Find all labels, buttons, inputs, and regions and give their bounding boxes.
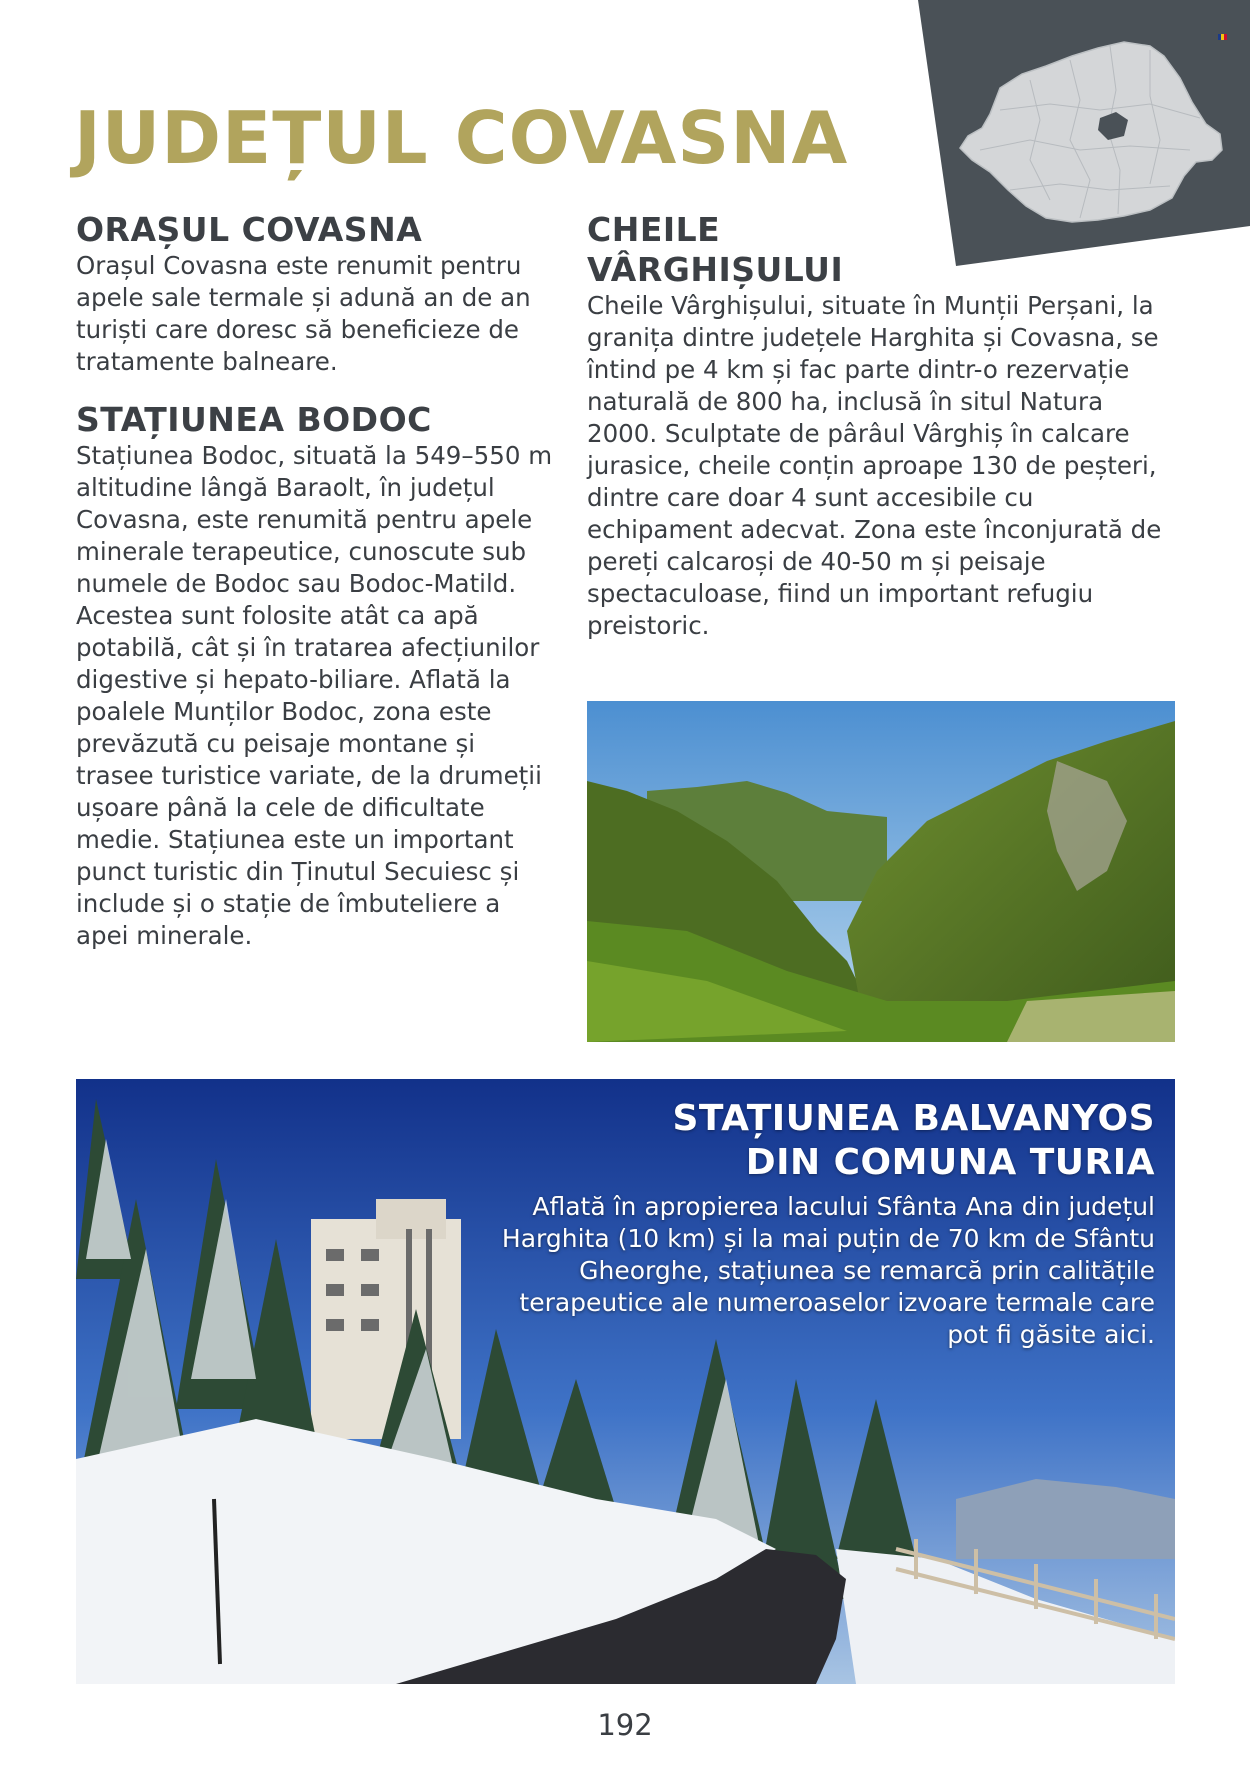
text-cheile-varghisului: Cheile Vârghișului, situate în Munții Perșani, la granița dintre județele Harghita și Covasna, se întind pe 4 km și fac parte dintr-o rezervație naturală de 800 ha, inclusă în situl Natura 2000. Sculptate de pârâul Vârghiș în calcare jurasice, cheile conțin aproape 130 de peșteri, dintre care doar 4 sunt accesibile cu echipament adecvat. Zona este înconjurată de pereți calcaroși de 40-50 m și peisaje spectaculoase, fiind un important refugiu preistoric. [587,291,1162,640]
balvanyos-photo-block [76,1079,1175,1684]
left-column [76,210,556,952]
heading-balvanyos-line2: DIN COMUNA TURIA [745,1142,1155,1183]
heading-statiunea-bodoc: STAȚIUNEA BODOC [76,400,432,439]
text-balvanyos: Aflată în apropierea lacului Sfânta Ana din județul Harghita (10 km) și la mai puțin de 70 km de Sfântu Gheorghe, stațiunea se remarcă prin calitățile terapeutice ale numeroaselor izvoare termale care pot fi găsite aici. [501,1192,1155,1349]
page-title: JUDEȚUL COVASNA [74,96,849,180]
heading-balvanyos-line1: STAȚIUNEA BALVANYOS [672,1098,1155,1139]
text-orasul-covasna: Orașul Covasna este renumit pentru apele sale termale și adună an de an turiști care doresc să beneficieze de tratamente balneare. [76,251,531,376]
heading-orasul-covasna: ORAȘUL COVASNA [76,210,423,249]
text-statiunea-bodoc: Stațiunea Bodoc, situată la 549–550 m altitudine lângă Baraolt, în județul Covasna, este renumită pentru apele minerale terapeutice, cunoscute sub numele de Bodoc sau Bodoc-Matild. Acestea sunt folosite atât ca apă potabilă, cât și în tratarea afecțiunilor digestive și hepato-biliare. Aflată la poalele Munților Bodoc, zona este prevăzută cu peisaje montane și trasee turistice variate, de la drumeții ușoare până la cele de dificultate medie. Stațiunea este un important punct turistic din Ținutul Secuiesc și include și o stație de îmbuteliere a apei minerale. [76,441,553,950]
cheile-varghisului-photo [587,701,1175,1042]
flag-logo-icon [1218,34,1227,40]
balvanyos-overlay [475,1097,1155,1351]
page-number: 192 [597,1708,653,1742]
heading-cheile-varghisului: CHEILE VÂRGHIȘULUI [587,210,844,289]
heading-balvanyos [475,1097,1155,1185]
right-column [587,210,1177,642]
